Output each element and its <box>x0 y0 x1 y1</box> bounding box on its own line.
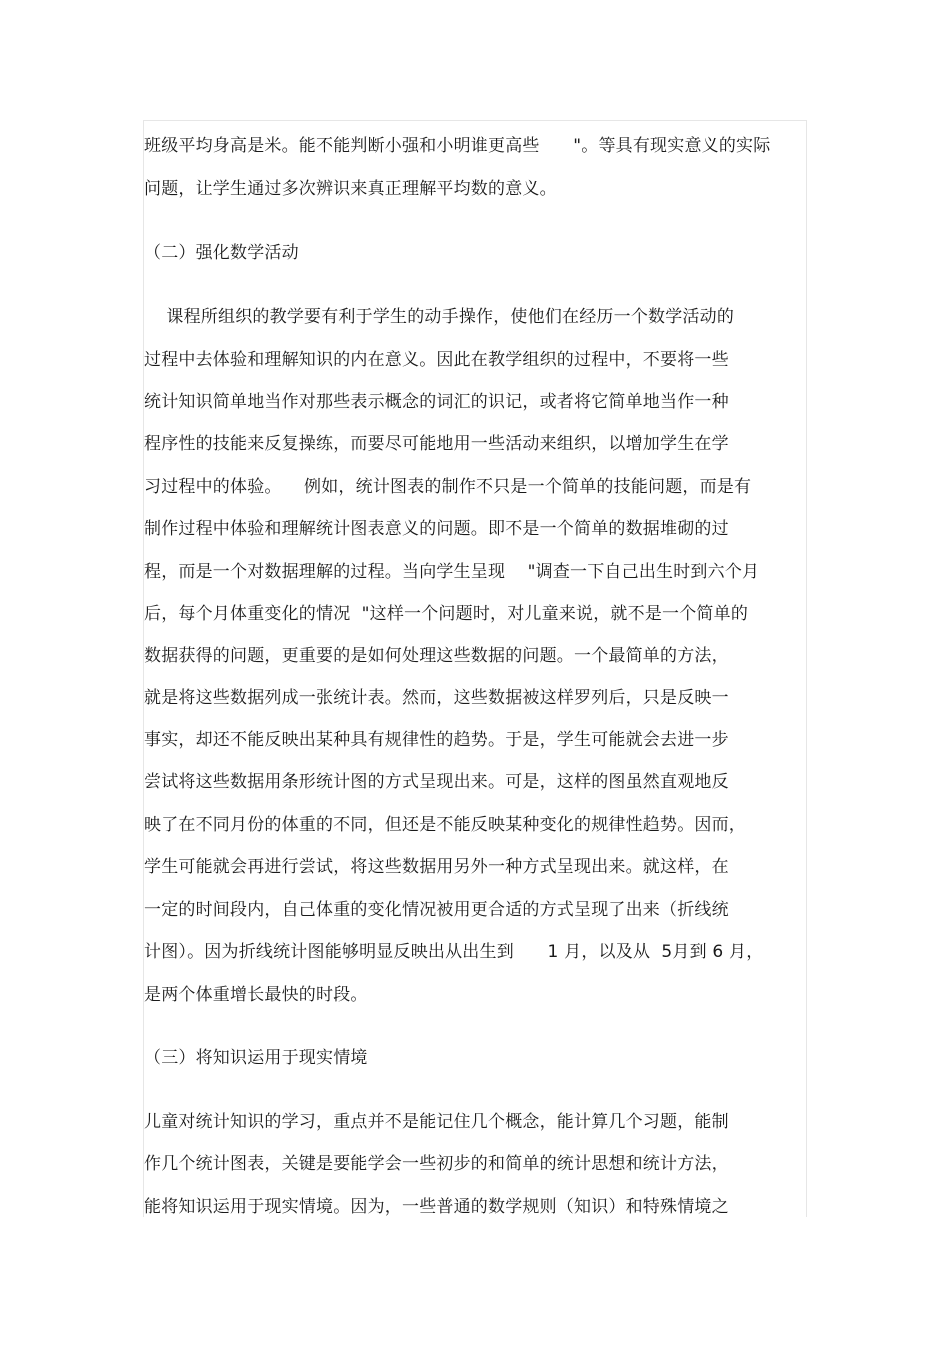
section-heading: （三）将知识运用于现实情境 <box>144 1048 368 1068</box>
page-frame-right-border <box>806 120 807 1217</box>
text-line: 制作过程中体验和理解统计图表意义的问题。即不是一个简单的数据堆砌的过 <box>144 519 729 539</box>
text-line: 尝试将这些数据用条形统计图的方式呈现出来。可是，这样的图虽然直观地反 <box>144 772 729 792</box>
text-line: 数据获得的问题，更重要的是如何处理这些数据的问题。一个最简单的方法， <box>144 646 729 666</box>
section-heading: （二）强化数学活动 <box>144 243 299 263</box>
text-line: 作几个统计图表，关键是要能学会一些初步的和简单的统计思想和统计方法， <box>144 1154 729 1174</box>
text-line: 映了在不同月份的体重的不同，但还是不能反映某种变化的规律性趋势。因而， <box>144 815 746 835</box>
text-line: 学生可能就会再进行尝试，将这些数据用另外一种方式呈现出来。就这样，在 <box>144 857 729 877</box>
text-line: 统计知识简单地当作对那些表示概念的词汇的识记，或者将它简单地当作一种 <box>144 392 729 412</box>
text-line: 儿童对统计知识的学习，重点并不是能记住几个概念，能计算几个习题，能制 <box>144 1112 729 1132</box>
text-line: 计图）。因为折线统计图能够明显反映出从出生到 1 月，以及从 5月到 6 月， <box>144 942 764 962</box>
text-line: 是两个体重增长最快的时段。 <box>144 985 368 1005</box>
text-line: 过程中去体验和理解知识的内在意义。因此在教学组织的过程中，不要将一些 <box>144 350 729 370</box>
text-line: 程，而是一个对数据理解的过程。当向学生呈现 "调查一下自己出生时到六个月 <box>144 562 760 582</box>
page-frame-top-border <box>143 120 807 121</box>
text-line: 程序性的技能来反复操练，而要尽可能地用一些活动来组织，以增加学生在学 <box>144 434 729 454</box>
text-line: 班级平均身高是米。能不能判断小强和小明谁更高些 "。等具有现实意义的实际 <box>144 136 771 156</box>
text-line: 习过程中的体验。 例如，统计图表的制作不只是一个简单的技能问题，而是有 <box>144 477 752 497</box>
text-line: 后，每个月体重变化的情况 "这样一个问题时，对儿童来说，就不是一个简单的 <box>144 604 749 624</box>
text-line: 问题，让学生通过多次辨识来真正理解平均数的意义。 <box>144 179 557 199</box>
text-line: 能将知识运用于现实情境。因为，一些普通的数学规则（知识）和特殊情境之 <box>144 1197 729 1217</box>
text-line: 事实，却还不能反映出某种具有规律性的趋势。于是，学生可能就会去进一步 <box>144 730 729 750</box>
text-line: 课程所组织的教学要有利于学生的动手操作，使他们在经历一个数学活动的 <box>144 307 735 327</box>
text-line: 一定的时间段内，自己体重的变化情况被用更合适的方式呈现了出来（折线统 <box>144 900 729 920</box>
text-line: 就是将这些数据列成一张统计表。然而，这些数据被这样罗列后，只是反映一 <box>144 688 729 708</box>
